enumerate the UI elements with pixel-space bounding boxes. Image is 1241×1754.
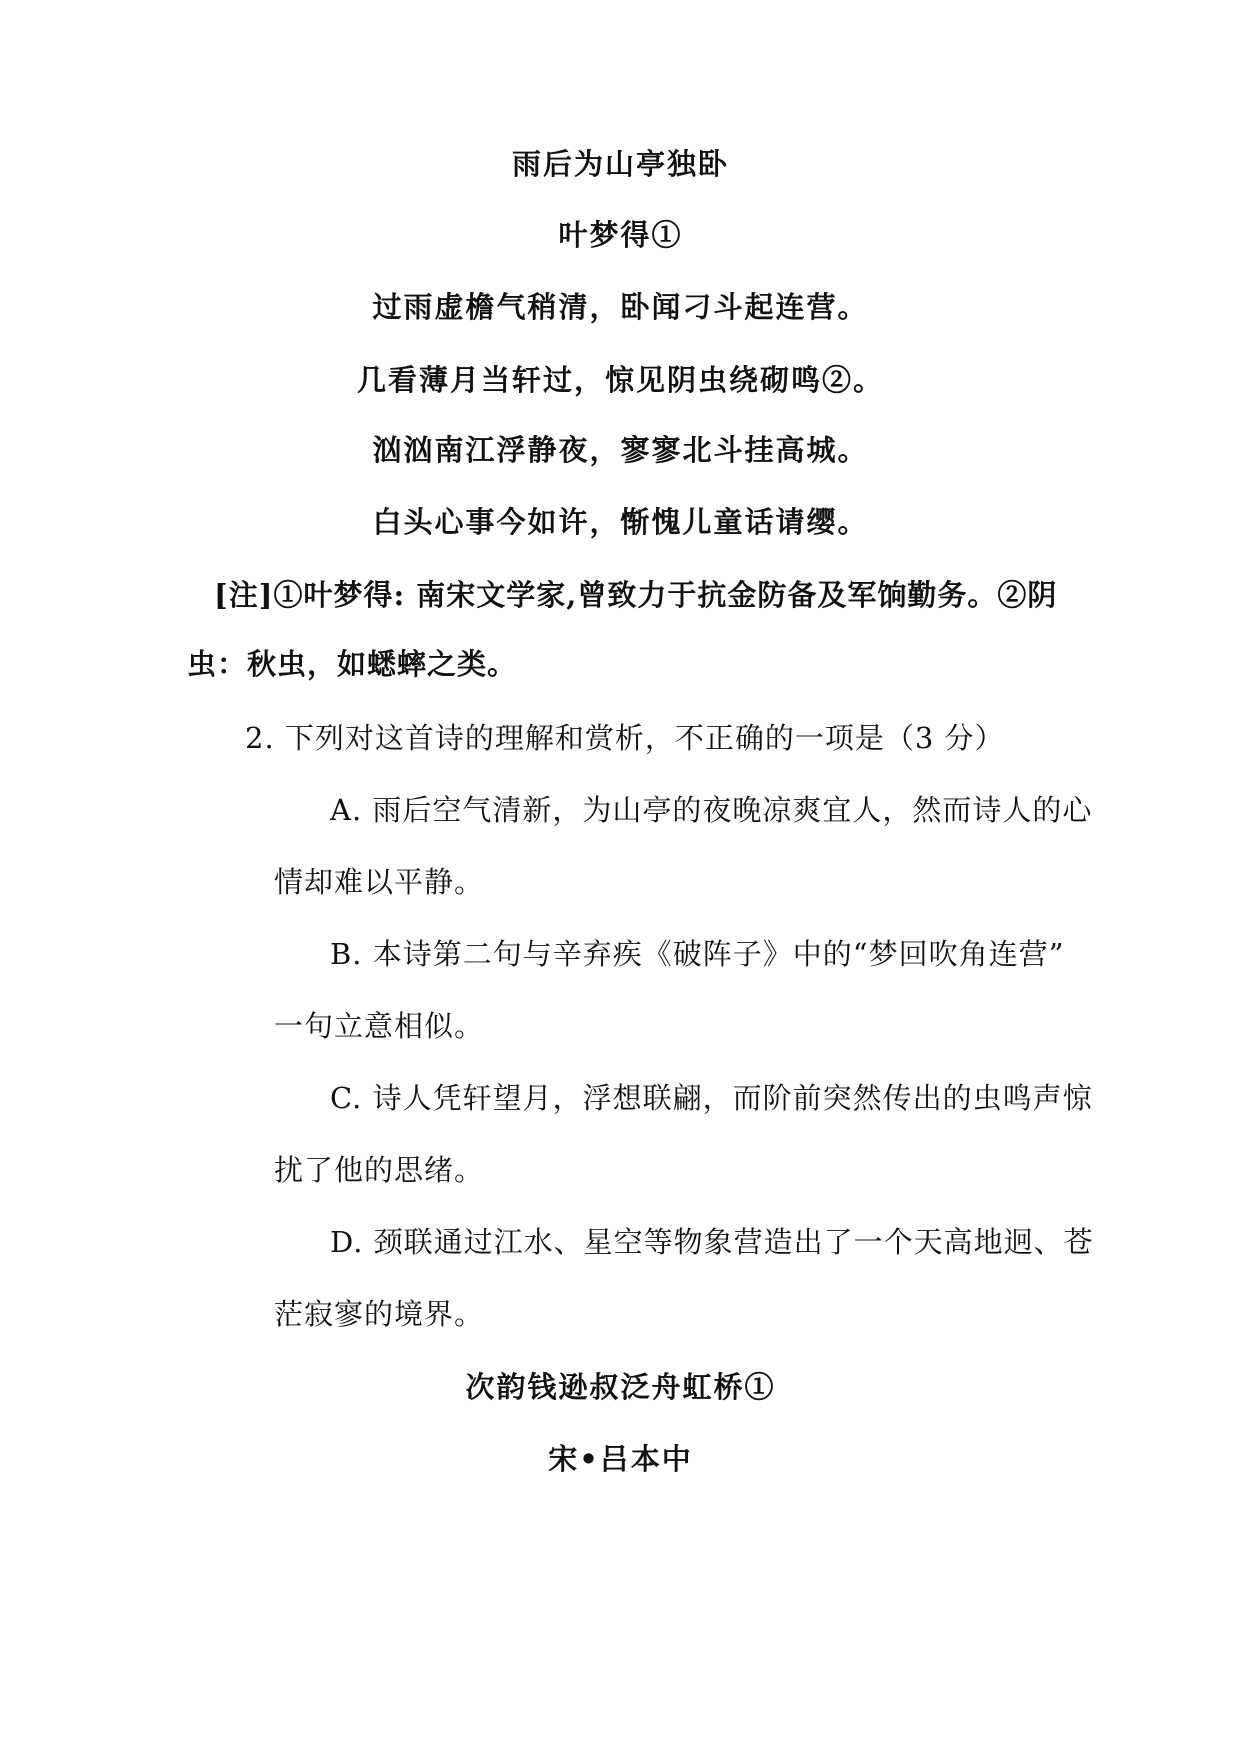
poem2-author: 宋•吕本中: [548, 1442, 693, 1476]
poem-line-3: 汹汹南江浮静夜，寥寥北斗挂高城。: [372, 433, 869, 467]
option-c-line-1: C. 诗人凭轩望月，浮想联翩，而阶前突然传出的虫鸣声惊: [330, 1081, 1093, 1115]
poem-line-1: 过雨虚檐气稍清，卧闻刁斗起连营。: [372, 290, 869, 324]
poem-note-line-1: [注]①叶梦得: 南宋文学家,曾致力于抗金防备及军饷勤务。②阴: [214, 578, 1058, 612]
option-a-line-1: A. 雨后空气清新，为山亭的夜晚凉爽宜人，然而诗人的心: [330, 793, 1093, 827]
poem-title: 雨后为山亭独卧: [511, 147, 729, 181]
option-b-line-2: 一句立意相似。: [274, 1009, 485, 1043]
option-b-line-1: B. 本诗第二句与辛弃疾《破阵子》中的“梦回吹角连营”: [330, 937, 1065, 971]
poem-line-4: 白头心事今如许，惭愧儿童话请缨。: [372, 505, 869, 539]
poem2-title: 次韵钱逊叔泛舟虹桥①: [465, 1370, 776, 1404]
option-a-line-2: 情却难以平静。: [274, 865, 485, 899]
poem-line-2: 几看薄月当轩过，惊见阴虫绕砌鸣②。: [356, 363, 884, 397]
poem-author: 叶梦得①: [558, 218, 683, 252]
question-stem: 2. 下列对这首诗的理解和赏析，不正确的一项是（3 分）: [245, 721, 1005, 755]
poem-note-line-2: 虫：秋虫，如蟋蟀之类。: [187, 647, 518, 681]
option-c-line-2: 扰了他的思绪。: [274, 1153, 485, 1187]
option-d-line-1: D. 颈联通过江水、星空等物象营造出了一个天高地迥、苍: [330, 1225, 1094, 1259]
option-d-line-2: 茫寂寥的境界。: [274, 1297, 485, 1331]
